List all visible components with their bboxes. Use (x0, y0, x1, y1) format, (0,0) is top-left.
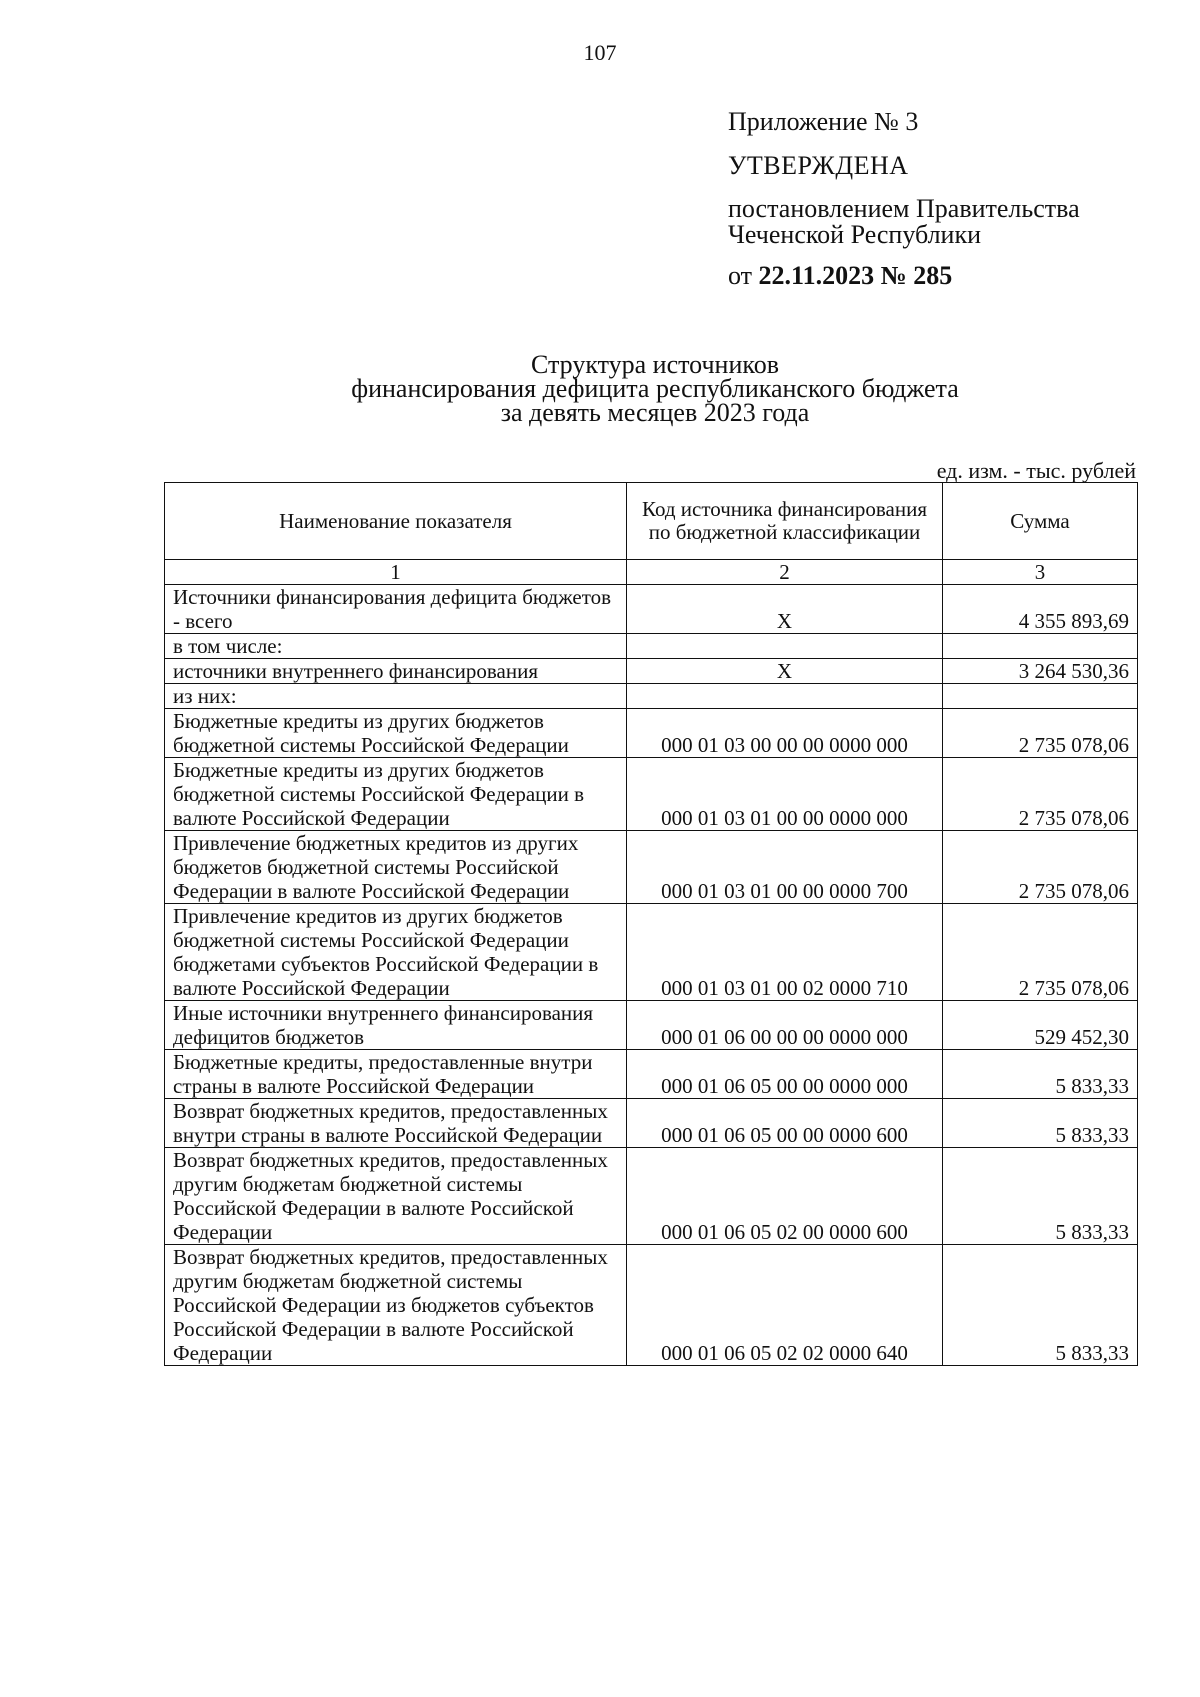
row-code: 000 01 03 01 00 00 0000 000 (627, 758, 943, 831)
row-code: 000 01 06 05 00 00 0000 000 (627, 1050, 943, 1099)
decree-issuer-line1: постановлением Правительства (728, 194, 1080, 223)
row-code: 000 01 06 05 02 00 0000 600 (627, 1148, 943, 1245)
decree-date-prefix: от (728, 261, 753, 290)
table-row (165, 904, 1138, 1001)
document-title (0, 350, 1200, 427)
row-sum: 529 452,30 (943, 1001, 1138, 1050)
table-row (165, 634, 1138, 659)
table-row (165, 659, 1138, 684)
column-number-row (165, 560, 1138, 585)
column-number: 3 (943, 560, 1138, 585)
row-sum: 3 264 530,36 (943, 659, 1138, 684)
table-row (165, 1099, 1138, 1148)
row-code: 000 01 06 05 02 02 0000 640 (627, 1245, 943, 1366)
decree-issuer-line2: Чеченской Республики (728, 220, 982, 249)
row-sum: 5 833,33 (943, 1099, 1138, 1148)
row-sum: 4 355 893,69 (943, 585, 1138, 634)
row-name: Привлечение кредитов из других бюджетов бюджетной системы Российской Федерации бюджетами субъектов Российской Федерации в валюте Российской Федерации (165, 904, 627, 1001)
row-name: Возврат бюджетных кредитов, предоставленных другим бюджетам бюджетной системы Российской Федерации в валюте Российской Федерации (165, 1148, 627, 1245)
column-number: 2 (627, 560, 943, 585)
column-number: 1 (165, 560, 627, 585)
table-row (165, 709, 1138, 758)
decree-date-number: 22.11.2023 № 285 (758, 261, 953, 290)
row-name: из них: (165, 684, 627, 709)
approval-block (728, 108, 1168, 290)
row-name: источники внутреннего финансирования (165, 659, 627, 684)
page-number: 107 (583, 40, 617, 65)
row-name: в том числе: (165, 634, 627, 659)
row-code (627, 684, 943, 709)
row-sum: 2 735 078,06 (943, 904, 1138, 1001)
row-code: Х (627, 659, 943, 684)
row-name: Бюджетные кредиты из других бюджетов бюджетной системы Российской Федерации в валюте Российской Федерации (165, 758, 627, 831)
row-sum: 5 833,33 (943, 1148, 1138, 1245)
row-name: Возврат бюджетных кредитов, предоставленных внутри страны в валюте Российской Федерации (165, 1099, 627, 1148)
row-sum (943, 684, 1138, 709)
row-code: Х (627, 585, 943, 634)
title-line-1: Структура источников (531, 350, 779, 379)
row-sum: 2 735 078,06 (943, 758, 1138, 831)
row-sum: 5 833,33 (943, 1245, 1138, 1366)
table-row (165, 1148, 1138, 1245)
row-code (627, 634, 943, 659)
header-sum: Сумма (943, 483, 1138, 560)
row-name: Привлечение бюджетных кредитов из других бюджетов бюджетной системы Российской Федерации в валюте Российской Федерации (165, 831, 627, 904)
header-name: Наименование показателя (165, 483, 627, 560)
table-row (165, 585, 1138, 634)
table-row (165, 684, 1138, 709)
financing-sources-table (164, 482, 1138, 1366)
table-row (165, 758, 1138, 831)
table-header-row (165, 483, 1138, 560)
row-name: Бюджетные кредиты, предоставленные внутри страны в валюте Российской Федерации (165, 1050, 627, 1099)
units-note: ед. изм. - тыс. рублей (936, 458, 1136, 483)
row-code: 000 01 03 01 00 02 0000 710 (627, 904, 943, 1001)
row-sum: 2 735 078,06 (943, 709, 1138, 758)
decree-date (728, 262, 1168, 290)
table-row (165, 1245, 1138, 1366)
header-code: Код источника финансирования по бюджетной классификации (627, 483, 943, 560)
title-line-3: за девять месяцев 2023 года (500, 398, 810, 427)
row-name: Возврат бюджетных кредитов, предоставленных другим бюджетам бюджетной системы Российской Федерации из бюджетов субъектов Российской Федерации в валюте Российской Федерации (165, 1245, 627, 1366)
row-code: 000 01 03 00 00 00 0000 000 (627, 709, 943, 758)
title-line-2: финансирования дефицита республиканского бюджета (351, 374, 959, 403)
row-code: 000 01 06 05 00 00 0000 600 (627, 1099, 943, 1148)
appendix-label: Приложение № 3 (728, 107, 919, 136)
row-name: Иные источники внутреннего финансирования дефицитов бюджетов (165, 1001, 627, 1050)
row-code: 000 01 03 01 00 00 0000 700 (627, 831, 943, 904)
row-sum: 2 735 078,06 (943, 831, 1138, 904)
row-code: 000 01 06 00 00 00 0000 000 (627, 1001, 943, 1050)
table-row (165, 831, 1138, 904)
table-row (165, 1001, 1138, 1050)
row-name: Бюджетные кредиты из других бюджетов бюджетной системы Российской Федерации (165, 709, 627, 758)
row-sum: 5 833,33 (943, 1050, 1138, 1099)
row-sum (943, 634, 1138, 659)
table-row (165, 1050, 1138, 1099)
approved-label: УТВЕРЖДЕНА (728, 151, 909, 180)
row-name: Источники финансирования дефицита бюджетов - всего (165, 585, 627, 634)
